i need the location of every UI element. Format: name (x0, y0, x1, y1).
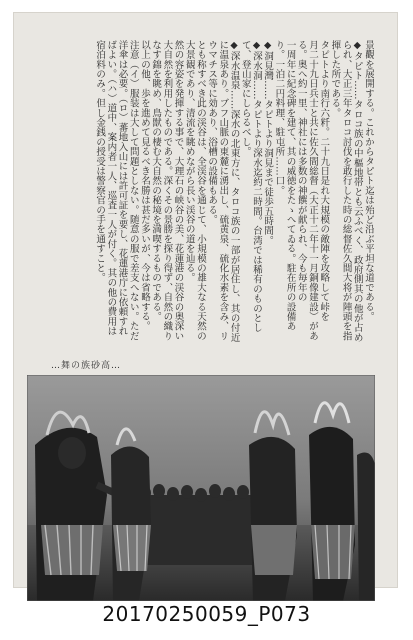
paragraph: ◆洞見灣……タピトより洞見まで徒歩五時間。 (262, 40, 274, 246)
paragraph: 景觀を展開する。これからタピト迄は殆ど沿ぶ平坦な道である。 (363, 40, 374, 322)
paragraph: ◆深水温泉……深水の北東方に、タロコ族の一部が居住し、其の付近に温泉あり。ブフ山脈の東麓に湧出し、硫黄泉、硫化水素を含み、リウマチス等に効あり、浴槽の設備もある。 (206, 40, 240, 343)
photo-caption: …舞の族砂高… (51, 361, 122, 371)
paragraph: 一周年に紀念碑を建て、其の威徳をたゝへてゐる。駐在所の設備あり。一泊二円料理、駐屯所……口。 (273, 40, 296, 331)
paragraph: ◆深水洞……タピトより深水迄約二時間。台湾では稀有のものとして、登山家にしらるべし。 (239, 40, 262, 333)
archive-id-label: 20170250059_P073 (102, 602, 311, 626)
paragraph: 月二十九日兵士と共に佐久間総督（大正十二年十一月銅像建設）がある。奥へ約一里、神社には多数の神饌が献られ、今も毎年の (295, 40, 318, 341)
body-text (39, 40, 374, 345)
book-page (13, 12, 398, 588)
paragraph: 以上の他、歩を進めて見るべき名勝は甚だ多いが、今は省略する。 (138, 40, 150, 331)
paragraph: タピトより南行六粁。二十九日是れ大規模の敵陣を攻略して峠を (318, 40, 330, 322)
paragraph: 注意（イ）服装は大して問題としない。随意の服で差支へない。ただ洋傘は必要。（ロ）蕃地入山には許可証を要し、花蓮港庁に依頼すればよい。（ハ）道中、案内者一人、巡査一人が付く。其の他の費用は宿泊料のみ。但し金銭の授受は警察官の手を通すこと。 (94, 40, 139, 341)
paragraph: 然の容姿を発揮する事で、大理石の峡谷の美、花蓮港の渓谷の奥深い大自然を利用したものである。深くその景勝を探り得ず、自然の織りなす錦を眺め、鳥獣の棲む大自然の秘境を満喫するものである。 (150, 40, 184, 341)
dance-photograph (27, 375, 375, 601)
paragraph: ◆タピト……タロコ族の中樞地帯とも云ふべく、政府側其の他が占められ、大正三年タロコ討伐を敢行した時の総督佐久間大将が陣頭を指揮した所である。 (329, 40, 363, 343)
paragraph: とも称すべき此の渓谷は、全渓谷を通じて、小規模の雄大なる天然の大景観であり、清流を眺めながら長い渓谷の道を辿る。 (183, 40, 206, 341)
